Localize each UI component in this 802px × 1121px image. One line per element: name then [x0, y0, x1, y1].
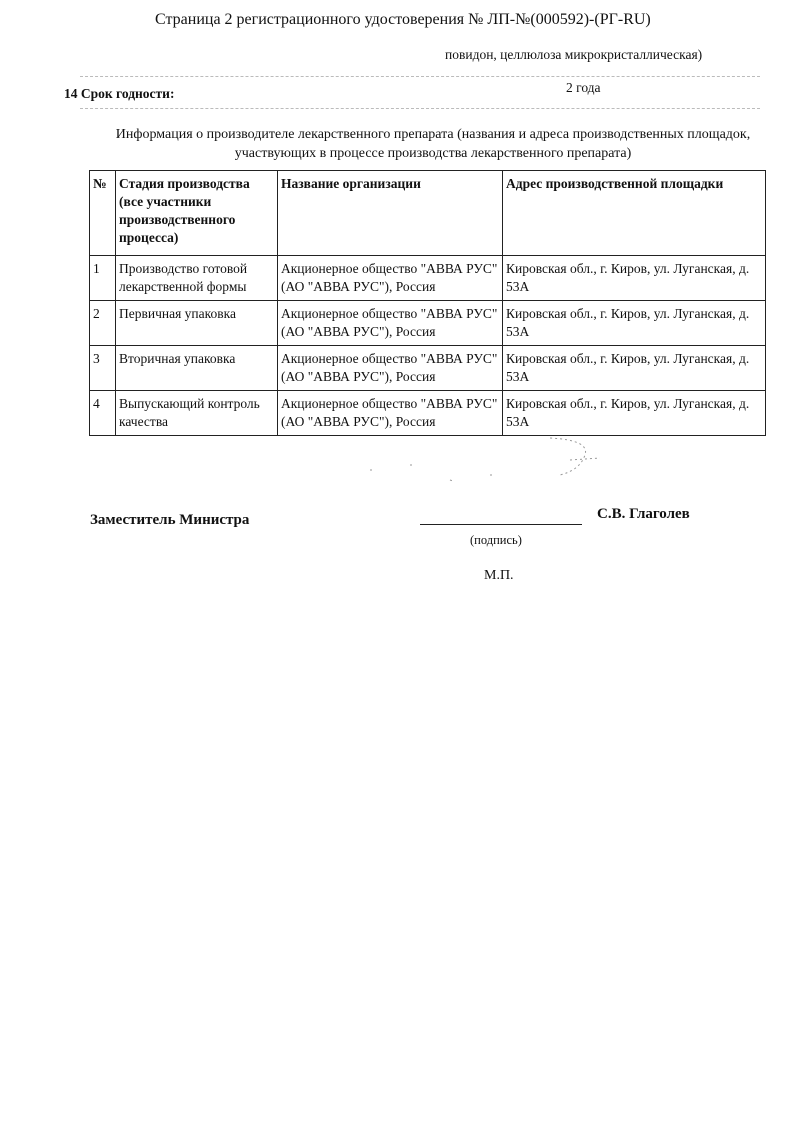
cell: Акционерное общество "АВВА РУС" (АО "АВВА РУС"), Россия [278, 391, 503, 436]
signatory-position: Заместитель Министра [90, 512, 250, 528]
signature-caption: (подпись) [470, 533, 522, 547]
table-row [90, 301, 766, 346]
shelf-life-value: 2 года [566, 80, 601, 95]
divider [80, 76, 760, 77]
composition-tail: повидон, целлюлоза микрокристаллическая) [445, 47, 703, 62]
table-row [90, 346, 766, 391]
signatory-name: С.В. Глаголев [597, 506, 690, 522]
stamp-place: М.П. [484, 568, 514, 583]
cell: Кировская обл., г. Киров, ул. Луганская, д. 53А [503, 301, 766, 346]
cell: Акционерное общество "АВВА РУС" (АО "АВВА РУС"), Россия [278, 346, 503, 391]
shelf-life-label: 14 Срок годности: [64, 86, 175, 101]
header-cell: Название организации [278, 171, 503, 256]
cell: Кировская обл., г. Киров, ул. Луганская, д. 53А [503, 346, 766, 391]
signature-scribble [330, 430, 610, 500]
cell: Производство готовой лекарственной формы [116, 256, 278, 301]
cell: 2 [90, 301, 116, 346]
table-row [90, 391, 766, 436]
manufacturer-table [89, 170, 766, 436]
header-cell: Стадия производства (все участники производственного процесса) [116, 171, 278, 256]
cell: Первичная упаковка [116, 301, 278, 346]
divider [80, 108, 760, 109]
cell: 4 [90, 391, 116, 436]
cell: Акционерное общество "АВВА РУС" (АО "АВВА РУС"), Россия [278, 301, 503, 346]
cell: Кировская обл., г. Киров, ул. Луганская, д. 53А [503, 256, 766, 301]
cell: Кировская обл., г. Киров, ул. Луганская, д. 53А [503, 391, 766, 436]
header-cell: № [90, 171, 116, 256]
cell: Выпускающий контроль качества [116, 391, 278, 436]
header-cell: Адрес производственной площадки [503, 171, 766, 256]
manufacturer-info-heading: Информация о производителе лекарственного препарата (названия и адреса производственных площадок, участвующих в процессе производства лекарственного препарата) [115, 127, 751, 161]
cell: 1 [90, 256, 116, 301]
cell: 3 [90, 346, 116, 391]
signature-line [420, 524, 582, 525]
page-title: Страница 2 регистрационного удостоверения № ЛП-№(000592)-(РГ-RU) [155, 11, 651, 28]
cell: Акционерное общество "АВВА РУС" (АО "АВВА РУС"), Россия [278, 256, 503, 301]
table-row [90, 256, 766, 301]
table-header-row [90, 171, 766, 256]
cell: Вторичная упаковка [116, 346, 278, 391]
